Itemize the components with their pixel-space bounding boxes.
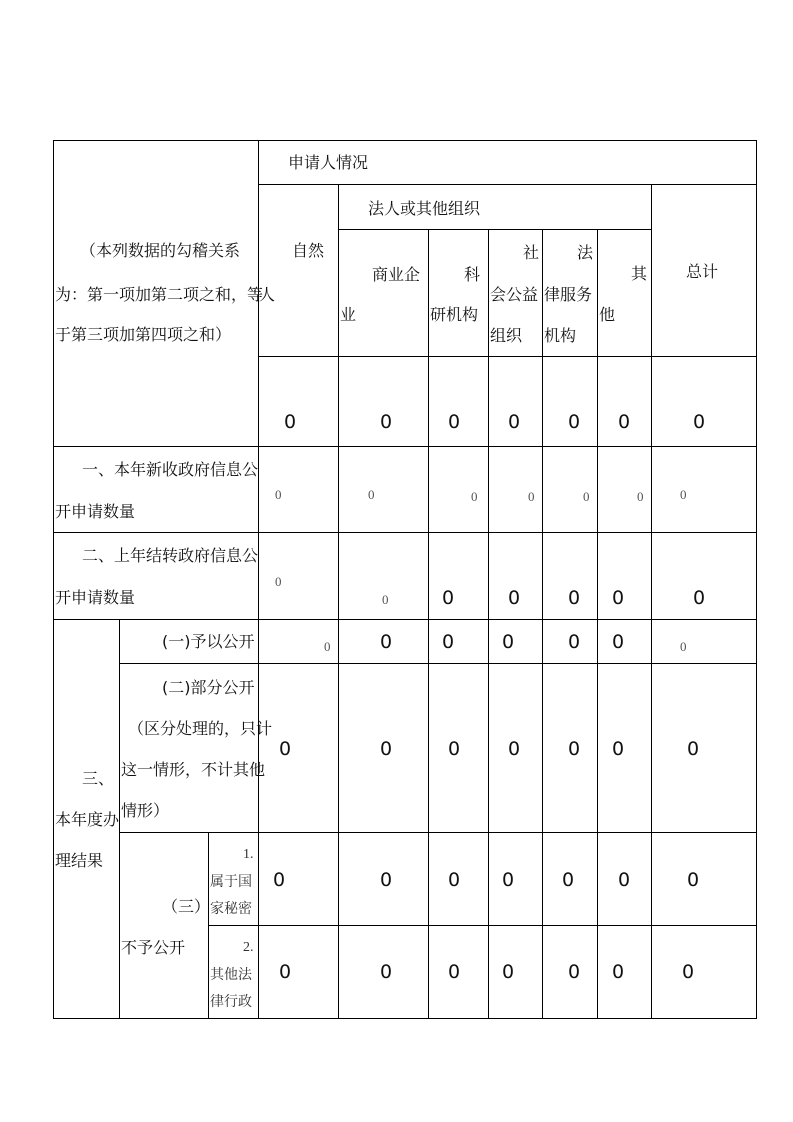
- rule: [542, 229, 543, 1019]
- left-note-line: （本列数据的勾稽关系: [80, 241, 241, 260]
- natural-person-header: 人: [259, 285, 276, 304]
- row-value: 0: [508, 738, 521, 760]
- row-value: 0: [442, 631, 455, 653]
- row-label: （区分处理的，只计: [128, 719, 273, 738]
- item-label: 属于国: [210, 875, 252, 890]
- row-value: 0: [380, 961, 393, 983]
- rule: [258, 184, 756, 185]
- row-value: 0: [382, 592, 389, 607]
- rule: [119, 619, 120, 1019]
- section-label: 理结果: [55, 851, 104, 870]
- row-value: 0: [502, 961, 515, 983]
- business-header: 商业企: [372, 265, 421, 284]
- rule: [597, 229, 598, 1019]
- rule: [428, 229, 429, 1019]
- item-label: 家秘密: [210, 902, 252, 917]
- legal-org-header: 法人或其他组织: [368, 199, 481, 218]
- row-label: (一)予以公开: [162, 632, 255, 651]
- natural-person-header: 自然: [292, 241, 325, 260]
- total-value: 0: [568, 411, 581, 433]
- row-value: 0: [502, 869, 515, 891]
- total-value: 0: [448, 411, 461, 433]
- section-label: 三、: [82, 769, 115, 788]
- rule: [338, 184, 339, 1019]
- applicant-header: 申请人情况: [288, 153, 369, 172]
- rule: [258, 140, 259, 1019]
- row-value: 0: [618, 869, 631, 891]
- row-value: 0: [682, 961, 695, 983]
- row-label: (二)部分公开: [162, 678, 255, 697]
- row-value: 0: [583, 489, 590, 504]
- row-value: 0: [368, 487, 375, 502]
- rule: [208, 925, 756, 926]
- rule: [258, 356, 756, 357]
- row-value: 0: [612, 961, 625, 983]
- other-header: 其: [631, 264, 648, 283]
- row-label: 开申请数量: [55, 588, 136, 607]
- item-label: 1.: [243, 847, 254, 862]
- left-note-line: 为：第一项加第二项之和，等: [55, 285, 264, 304]
- total-value: 0: [284, 411, 297, 433]
- legal-service-header: 机构: [544, 326, 577, 345]
- row-value: 0: [680, 639, 687, 654]
- total-header: 总计: [686, 262, 719, 281]
- row-value: 0: [528, 489, 535, 504]
- row-value: 0: [568, 738, 581, 760]
- row-label: （三）: [162, 897, 211, 916]
- rule: [651, 184, 652, 1019]
- social-header: 社: [523, 243, 540, 262]
- row-value: 0: [273, 869, 286, 891]
- total-value: 0: [508, 411, 521, 433]
- row-value: 0: [680, 487, 687, 502]
- row-value: 0: [637, 489, 644, 504]
- other-header: 他: [599, 305, 616, 324]
- row-value: 0: [568, 961, 581, 983]
- section-label: 本年度办: [55, 810, 120, 829]
- rule: [53, 140, 756, 141]
- row-value: 0: [448, 869, 461, 891]
- row-value: 0: [612, 738, 625, 760]
- item-label: 2.: [243, 940, 254, 955]
- row-value: 0: [279, 961, 292, 983]
- row-value: 0: [502, 631, 515, 653]
- research-header: 科: [464, 265, 481, 284]
- total-value: 0: [618, 411, 631, 433]
- row-value: 0: [279, 738, 292, 760]
- row-value: 0: [687, 738, 700, 760]
- legal-service-header: 律服务: [544, 285, 593, 304]
- total-value: 0: [693, 411, 706, 433]
- rule: [208, 832, 209, 1019]
- row-value: 0: [275, 574, 282, 589]
- row-label: 一、本年新收政府信息公: [82, 460, 259, 479]
- research-header: 研机构: [430, 305, 479, 324]
- row-value: 0: [693, 587, 706, 609]
- rule: [119, 663, 756, 664]
- item-label: 其他法: [210, 968, 252, 983]
- row-value: 0: [324, 639, 331, 654]
- legal-service-header: 法: [577, 243, 594, 262]
- row-value: 0: [612, 631, 625, 653]
- item-label: 律行政: [210, 995, 252, 1010]
- social-header: 会公益: [490, 285, 539, 304]
- social-header: 组织: [490, 326, 523, 345]
- business-header: 业: [340, 305, 357, 324]
- rule: [53, 140, 54, 1019]
- row-value: 0: [687, 869, 700, 891]
- rule: [756, 140, 757, 1019]
- rule: [488, 229, 489, 1019]
- rule: [119, 832, 756, 833]
- row-value: 0: [380, 738, 393, 760]
- row-value: 0: [448, 738, 461, 760]
- row-value: 0: [568, 631, 581, 653]
- row-value: 0: [275, 487, 282, 502]
- row-value: 0: [562, 869, 575, 891]
- rule: [338, 229, 651, 230]
- row-label: 二、上年结转政府信息公: [82, 546, 259, 565]
- row-value: 0: [508, 587, 521, 609]
- left-note-line: 于第三项加第四项之和）: [55, 325, 232, 344]
- row-value: 0: [568, 587, 581, 609]
- row-label: 这一情形，不计其他: [121, 760, 266, 779]
- row-label: 情形）: [121, 801, 170, 820]
- row-value: 0: [448, 961, 461, 983]
- row-value: 0: [442, 587, 455, 609]
- row-label: 不予公开: [121, 938, 186, 957]
- row-value: 0: [380, 631, 393, 653]
- row-label: 开申请数量: [55, 502, 136, 521]
- row-value: 0: [471, 489, 478, 504]
- total-value: 0: [380, 411, 393, 433]
- row-value: 0: [612, 587, 625, 609]
- row-value: 0: [380, 869, 393, 891]
